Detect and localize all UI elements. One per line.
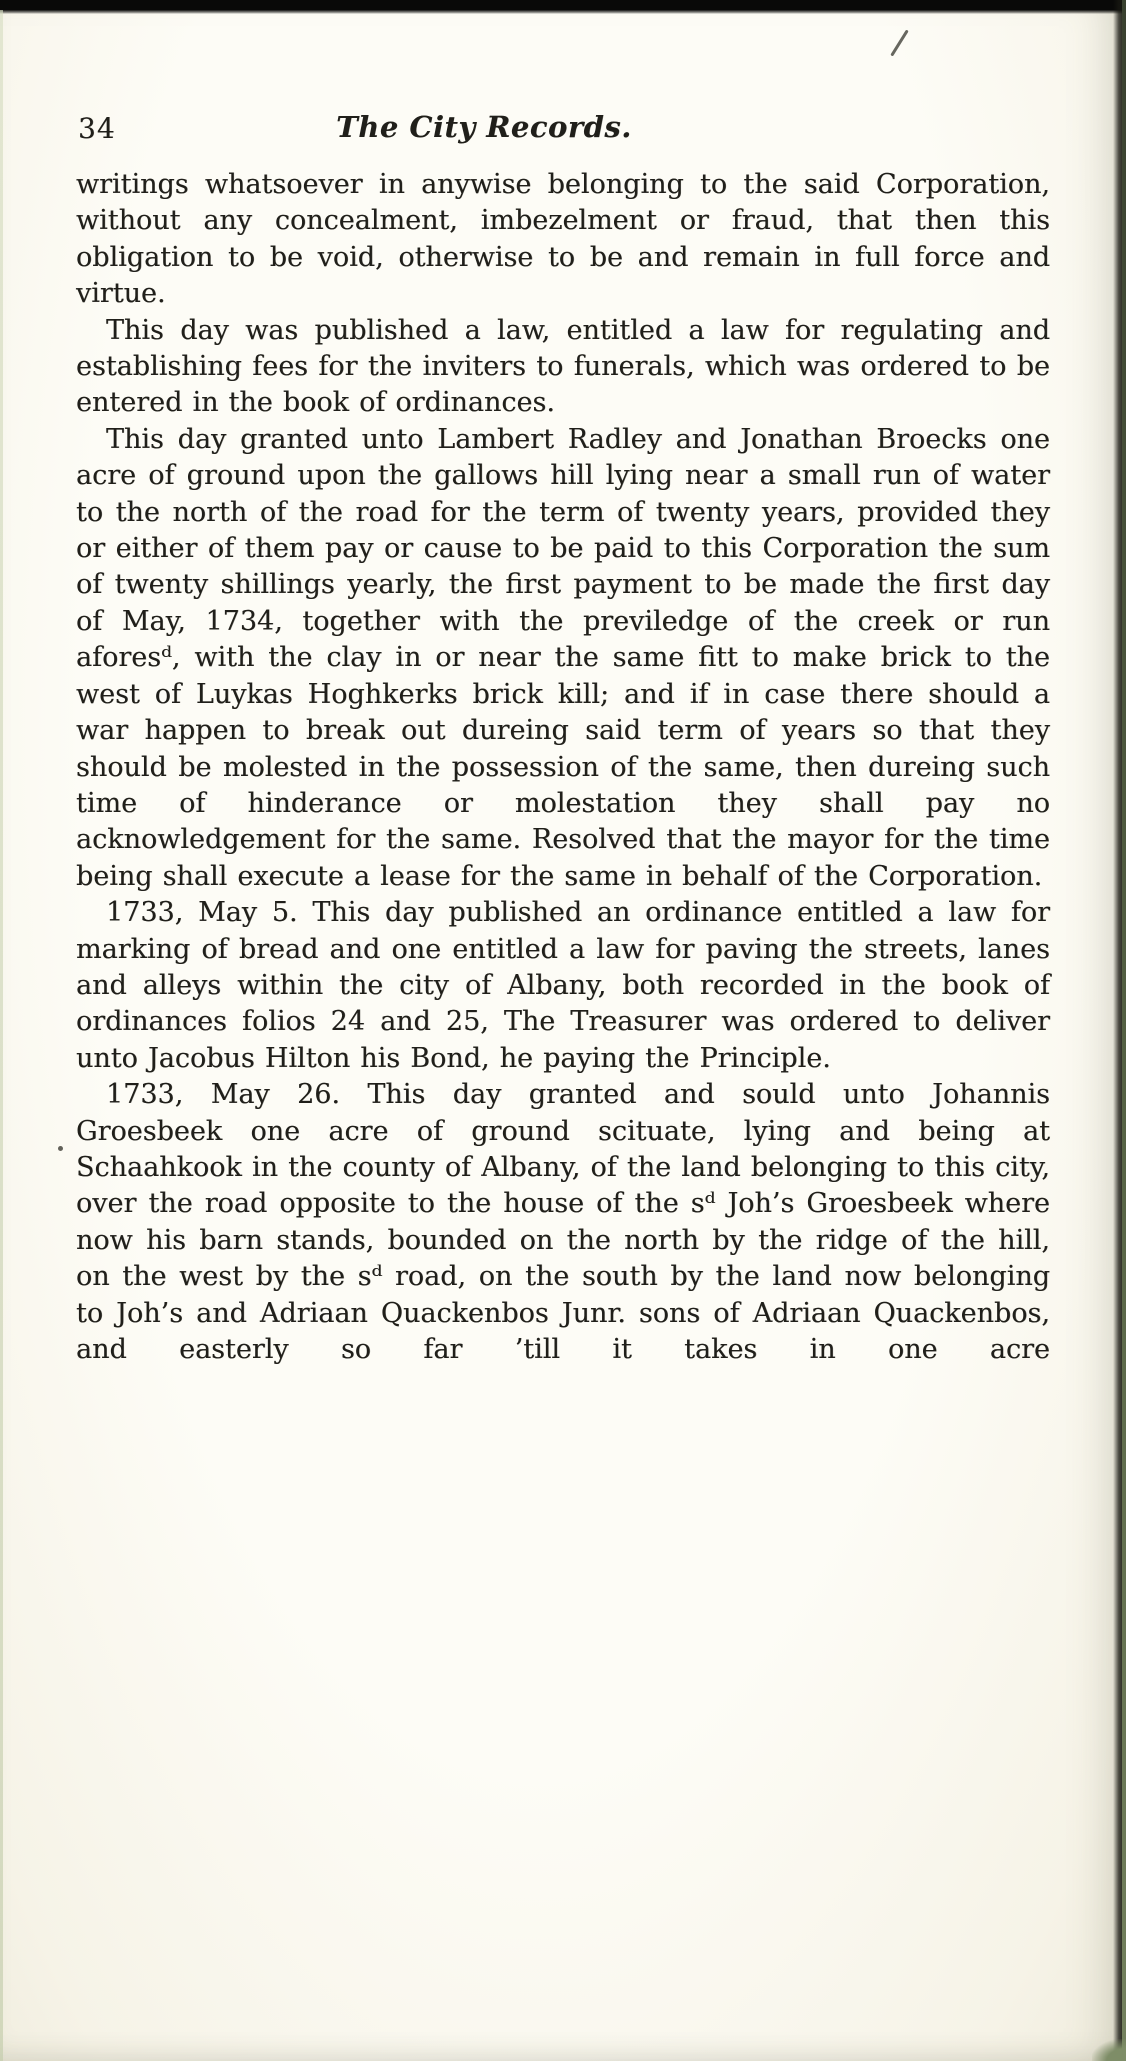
scan-border-right-green xyxy=(1122,0,1126,2061)
ink-speck xyxy=(58,1146,63,1151)
paragraph: writings whatsoever in anywise belonging to the said Corporation, without any concealment, imbezelment or fraud, that then this obligation to be void, otherwise to be and remain in full force and virtue. xyxy=(76,169,1050,310)
paragraph: This day was published a law, entitled a law for regulating and establishing fees for the inviters to funerals, which was ordered to be entered in the book of ordinances. xyxy=(76,314,1050,419)
pen-mark xyxy=(890,29,908,56)
scan-corner-bottom-right xyxy=(1092,2039,1126,2061)
paragraph: This day granted unto Lambert Radley and Jonathan Broecks one acre of ground upon the gallows hill lying near a small run of water to the north of the road for the term of twenty years, provided they or either of them pay or cause to be paid to this Corporation the sum of twenty shillings yearly, the first payment to be made the first day of May, 1734, together with the previledge of the creek or run aforesᵈ, with the clay in or near the same fitt to make brick to the west of Luykas Hoghkerks brick kill; and if in case there should a war happen to break out dureing said term of years so that they should be molested in the possession of the same, then dureing such time of hinderance or molestation they shall pay no acknowledgement for the same. Resolved that the mayor for the time being shall execute a lease for the same in behalf of the Corporation. xyxy=(76,423,1050,892)
paragraph: 1733, May 5. This day published an ordinance entitled a law for marking of bread and one entitled a law for paving the streets, lanes and alleys within the city of Albany, both recorded in the book of ordinances folios 24 and 25, The Treasurer was ordered to deliver unto Jacobus Hilton his Bond, he paying the Principle. xyxy=(76,897,1050,1074)
scan-border-top xyxy=(0,0,1126,14)
body-text xyxy=(76,167,1050,1368)
page-header xyxy=(0,110,1126,150)
paragraph: 1733, May 26. This day granted and sould unto Johannis Groesbeek one acre of ground scituate, lying and being at Schaahkook in the county of Albany, of the land belonging to this city, over the road opposite to the house of the sᵈ Joh’s Groesbeek where now his barn stands, bounded on the north by the ridge of the hill, on the west by the sᵈ road, on the south by the land now belonging to Joh’s and Adriaan Quackenbos Junr. sons of Adriaan Quackenbos, and easterly so far ’till it takes in one acre xyxy=(76,1079,1050,1365)
scan-border-left xyxy=(0,10,3,2061)
running-title: The City Records. xyxy=(336,110,632,144)
page-number: 34 xyxy=(78,112,116,145)
